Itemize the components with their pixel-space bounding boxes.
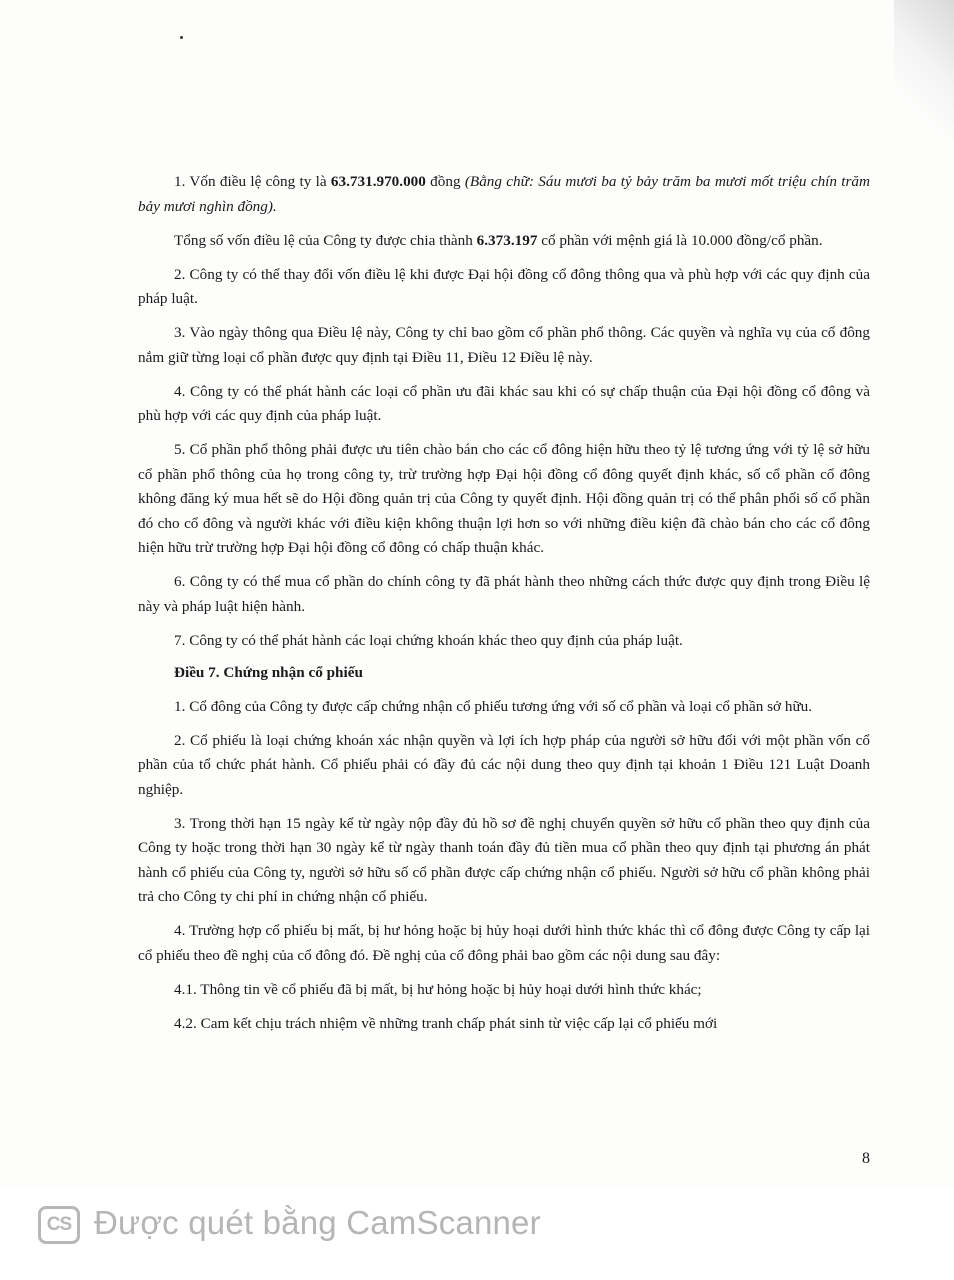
paragraph-clause-5: 5. Cổ phần phổ thông phải được ưu tiên chào bán cho các cổ đông hiện hữu theo tỷ lệ tương ứng với tỷ lệ sở hữu cổ phần phổ thông của họ trong công ty, trừ trường hợp Đại hội đồng cổ đông quyết định khác, số cổ phần cổ đông không đăng ký mua hết sẽ do Hội đồng quản trị của Công ty quyết định. Hội đồng quản trị có thể phân phối số cổ phần đó cho cổ đông và người khác với điều kiện không thuận lợi hơn so với những điều kiện đã chào bán cho các cổ đông hiện hữu trừ trường hợp Đại hội đồng cổ đông có chấp thuận khác. xyxy=(138,441,870,556)
scan-speck xyxy=(180,36,183,39)
scan-corner-shadow xyxy=(894,0,954,140)
paragraph-clause-3: 3. Vào ngày thông qua Điều lệ này, Công ty chỉ bao gồm cổ phần phổ thông. Các quyền và nghĩa vụ của cổ đông nắm giữ từng loại cổ phần được quy định tại Điều 11, Điều 12 Điều lệ này. xyxy=(138,324,870,366)
paragraph-clause-6: 6. Công ty có thể mua cổ phần do chính công ty đã phát hành theo những cách thức được quy định trong Điều lệ này và pháp luật hiện hành. xyxy=(138,573,870,615)
paragraph-clause-4: 4. Công ty có thể phát hành các loại cổ phần ưu đãi khác sau khi có sự chấp thuận của Đại hội đồng cổ đông và phù hợp với các quy định của pháp luật. xyxy=(138,382,870,424)
paragraph-clause-7: 7. Công ty có thể phát hành các loại chứng khoán khác theo quy định của pháp luật. xyxy=(174,631,683,649)
document-body xyxy=(138,170,870,1046)
article-7-heading: Điều 7. Chứng nhận cổ phiếu xyxy=(174,664,363,681)
page-number: 8 xyxy=(862,1150,870,1167)
amount-in-words: (Bằng chữ: Sáu mươi ba tỷ bảy trăm ba mươi mốt triệu chín trăm bảy mươi nghìn đồng). xyxy=(138,173,870,215)
camscanner-watermark: Được quét bằng CamScanner xyxy=(94,1204,541,1241)
camscanner-logo-icon: CS xyxy=(38,1206,80,1244)
paragraph-article7-clause-2: 2. Cổ phiếu là loại chứng khoán xác nhận quyền và lợi ích hợp pháp của người sở hữu đối với một phần vốn cổ phần của tổ chức phát hành. Cổ phiếu phải có đầy đủ các nội dung theo quy định tại khoản 1 Điều 121 Luật Doanh nghiệp. xyxy=(138,731,870,798)
paragraph-clause-2: 2. Công ty có thể thay đổi vốn điều lệ khi được Đại hội đồng cổ đông thông qua và phù hợp với các quy định của pháp luật. xyxy=(138,265,870,307)
charter-capital-amount: 63.731.970.000 xyxy=(330,173,426,190)
paragraph-article7-clause-4-1: 4.1. Thông tin về cổ phiếu đã bị mất, bị hư hỏng hoặc bị hủy hoại dưới hình thức khác; xyxy=(174,980,702,998)
paragraph-article7-clause-4: 4. Trường hợp cổ phiếu bị mất, bị hư hỏng hoặc bị hủy hoại dưới hình thức khác thì cổ đông được Công ty cấp lại cổ phiếu theo đề nghị của cổ đông đó. Đề nghị của cổ đông phải bao gồm các nội dung sau đây: xyxy=(138,922,870,964)
paragraph-charter-capital: 1. Vốn điều lệ công ty là 63.731.970.000 đồng (Bằng chữ: Sáu mươi ba tỷ bảy trăm ba mươi mốt triệu chín trăm bảy mươi nghìn đồng). xyxy=(138,173,870,215)
paragraph-article7-clause-4-2: 4.2. Cam kết chịu trách nhiệm về những tranh chấp phát sinh từ việc cấp lại cổ phiếu mới xyxy=(174,1014,718,1032)
paragraph-article7-clause-3: 3. Trong thời hạn 15 ngày kể từ ngày nộp đầy đủ hồ sơ đề nghị chuyển quyền sở hữu cổ phần theo quy định của Công ty hoặc trong thời hạn 30 ngày kể từ ngày thanh toán đầy đủ tiền mua cổ phần theo quy định tại phương án phát hành cổ phiếu của Công ty, người sở hữu số cổ phần được cấp chứng nhận cổ phiếu. Người sở hữu cổ phần không phải trả cho Công ty chi phí in chứng nhận cổ phiếu. xyxy=(138,814,870,905)
share-count: 6.373.197 xyxy=(476,231,538,249)
paragraph-share-count: Tổng số vốn điều lệ của Công ty được chia thành 6.373.197 cổ phần với mệnh giá là 10.000 đồng/cổ phần. xyxy=(174,231,823,249)
paragraph-article7-clause-1: 1. Cổ đông của Công ty được cấp chứng nhận cổ phiếu tương ứng với số cổ phần và loại cổ phần sở hữu. xyxy=(174,697,813,715)
